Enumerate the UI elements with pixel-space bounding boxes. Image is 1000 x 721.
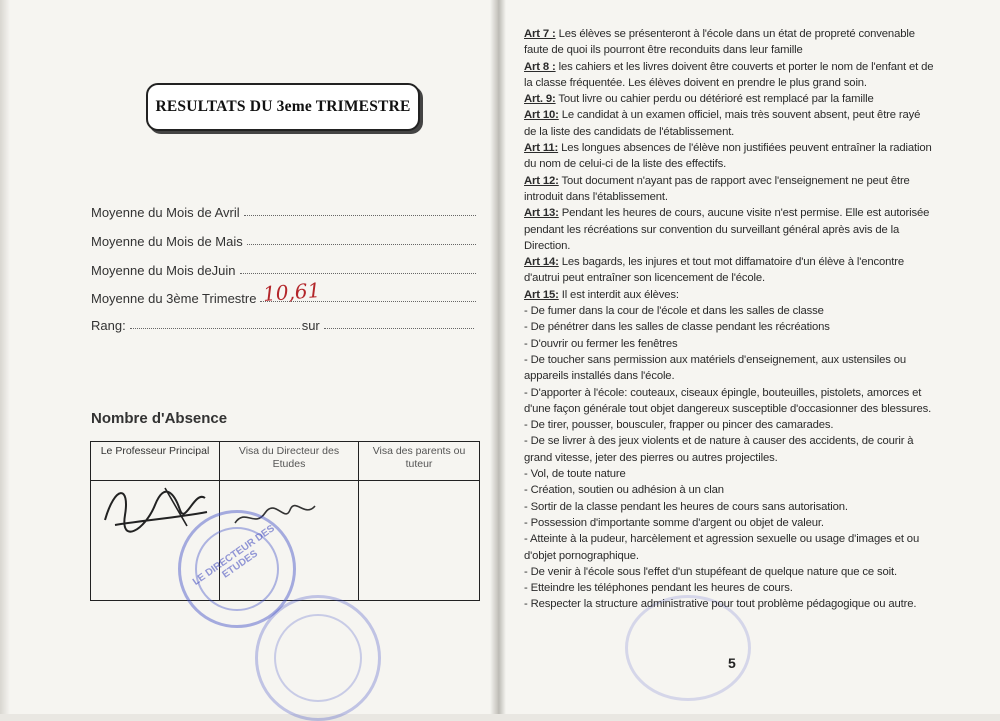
- results-title: RESULTATS DU 3eme TRIMESTRE: [155, 98, 411, 115]
- rules-text: [524, 26, 934, 613]
- trimester-grade-handwritten: 10,61: [262, 278, 322, 306]
- page-edge: [0, 0, 10, 714]
- article: Art 10: Le candidat à un examen officiel, mais très souvent absent, peut être rayé de la liste des candidats de l'établissement.: [524, 109, 921, 138]
- dotted-line: [244, 214, 476, 216]
- stamp-text: LE DIRECTEUR DES ETUDES: [190, 523, 277, 588]
- list-item: - Vol, de toute nature: [524, 468, 626, 481]
- header-professor: Le Professeur Principal: [91, 442, 220, 481]
- header-director: Visa du Directeur des Etudes: [220, 442, 359, 481]
- list-item: - De toucher sans permission aux matériels d'enseignement, aux ustensiles ou appareils installés dans l'école.: [524, 353, 906, 383]
- list-item: - De se livrer à des jeux violents et de nature à causer des accidents, de courir à grand vitesse, jeter des pierres ou autres projectiles.: [524, 435, 914, 464]
- rank-separator: sur: [301, 318, 320, 333]
- rank-label: Rang:: [91, 318, 126, 333]
- dotted-line: [130, 327, 300, 329]
- list-item: - D'apporter à l'école: couteaux, ciseaux épingle, bouteuilles, pistolets, amorces et d'une façon générale tout objet dangereux susceptible d'occasionner des blessures.: [524, 386, 932, 415]
- article: Art 12: Tout document n'ayant pas de rapport avec l'enseignement ne peut être introduit dans l'établissement.: [524, 174, 910, 203]
- dotted-line: [240, 272, 476, 274]
- list-item: - De venir à l'école sous l'effet d'un stupéfeant de quelque nature que ce soit.: [524, 565, 897, 578]
- book-fold: [490, 0, 506, 714]
- average-row-may: [91, 229, 476, 249]
- page-number: 5: [728, 655, 736, 671]
- article: Art 8 : les cahiers et les livres doivent être couverts et porter le nom de l'enfant et de la classe fréquentée. Les élèves doivent en prendre le plus grand soin.: [524, 60, 934, 89]
- article: Art 7 : Les élèves se présenteront à l'école dans un état de propreté convenable faute de quoi ils pourront être reconduits dans leur famille: [524, 28, 915, 57]
- article: Art. 9: Tout livre ou cahier perdu ou détérioré est remplacé par la famille: [524, 93, 874, 106]
- list-item: - Etteindre les téléphones pendant les heures de cours.: [524, 582, 793, 595]
- header-parents: Visa des parents ou tuteur: [359, 442, 480, 481]
- list-item: - Sortir de la classe pendant les heures de cours sans autorisation.: [524, 500, 848, 513]
- dotted-line: [247, 243, 476, 245]
- article: Art 11: Les longues absences de l'élève non justifiées peuvent entraîner la radiation du nom de celui-ci de la liste des effectifs.: [524, 142, 932, 171]
- left-page: [0, 0, 497, 714]
- parents-signature-cell: [359, 481, 480, 601]
- average-label: Moyenne du Mois de Avril: [91, 205, 240, 220]
- absence-title: Nombre d'Absence: [91, 410, 228, 427]
- bleed-stamp: [255, 595, 381, 721]
- dotted-line: [324, 327, 474, 329]
- list-item: - De pénétrer dans les salles de classe pendant les récréations: [524, 321, 830, 334]
- list-item: - Possession d'importante somme d'argent ou objet de valeur.: [524, 516, 824, 529]
- average-label: Moyenne du Mois de Mais: [91, 234, 243, 249]
- results-title-box: [146, 83, 420, 131]
- list-item: - Création, soutien ou adhésion à un clan: [524, 484, 724, 497]
- article: Art 13: Pendant les heures de cours, aucune visite n'est permise. Elle est autorisée pendant les récréations sur convention du surveillant général après avis de la Direction.: [524, 207, 930, 252]
- list-item: - D'ouvrir ou fermer les fenêtres: [524, 337, 678, 350]
- average-label: Moyenne du Mois deJuin: [91, 263, 236, 278]
- average-label: Moyenne du 3ème Trimestre: [91, 291, 257, 306]
- list-item: - Respecter la structure administrative pour tout problème pédagogique ou autre.: [524, 598, 917, 611]
- list-item: - De tirer, pousser, bousculer, frapper ou pincer des camarades.: [524, 419, 834, 432]
- average-row-april: [91, 200, 476, 220]
- rank-row: [91, 313, 476, 333]
- list-item: - De fumer dans la cour de l'école et dans les salles de classe: [524, 305, 824, 318]
- article: Art 15: Il est interdit aux élèves:: [524, 288, 679, 301]
- average-row-june: [91, 258, 476, 278]
- list-item: - Atteinte à la pudeur, harcèlement et agression sexuelle ou usage d'images et ou d'objet pornographique.: [524, 533, 920, 562]
- article: Art 14: Les bagards, les injures et tout mot diffamatoire d'un élève à l'encontre d'autrui peut entraîner son licencement de l'école.: [524, 256, 905, 285]
